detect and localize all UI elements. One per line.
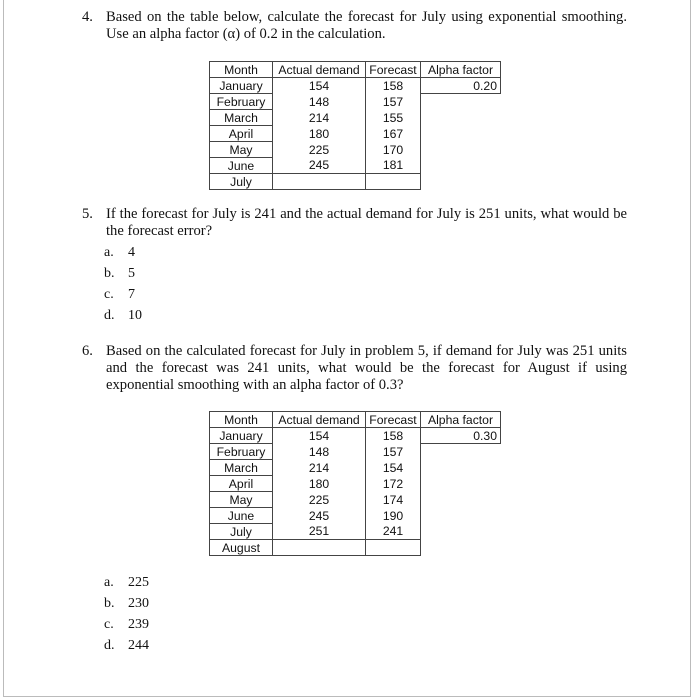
forecast-cell: 157 xyxy=(366,94,421,110)
options-q5 xyxy=(104,242,142,326)
forecast-cell: 170 xyxy=(366,142,421,158)
actual-demand-cell: 225 xyxy=(273,492,366,508)
option-letter: c. xyxy=(104,617,114,632)
actual-demand-cell: 148 xyxy=(273,444,366,460)
table-row xyxy=(210,444,501,460)
column-header: Forecast xyxy=(366,62,421,78)
forecast-cell: 241 xyxy=(366,524,421,540)
empty-cell xyxy=(421,444,501,460)
actual-demand-cell xyxy=(273,174,366,190)
answer-option xyxy=(104,242,142,263)
question-5 xyxy=(82,206,627,240)
table-row xyxy=(210,428,501,444)
answer-option xyxy=(104,593,149,614)
answer-option xyxy=(104,284,142,305)
month-cell: March xyxy=(210,110,273,126)
table-row xyxy=(210,110,501,126)
table-row xyxy=(210,476,501,492)
empty-cell xyxy=(421,476,501,492)
month-cell: June xyxy=(210,158,273,174)
answer-option xyxy=(104,614,149,635)
table-header-row xyxy=(210,412,501,428)
option-value: 5 xyxy=(128,266,135,281)
empty-cell xyxy=(421,492,501,508)
column-header: Month xyxy=(210,62,273,78)
month-cell: July xyxy=(210,174,273,190)
empty-cell xyxy=(421,508,501,524)
demand-table-q4 xyxy=(209,61,501,190)
alpha-factor-cell: 0.20 xyxy=(421,78,501,94)
empty-cell xyxy=(421,126,501,142)
forecast-cell: 190 xyxy=(366,508,421,524)
column-header: Alpha factor xyxy=(421,62,501,78)
table-header-row xyxy=(210,62,501,78)
actual-demand-cell: 225 xyxy=(273,142,366,158)
forecast-cell: 154 xyxy=(366,460,421,476)
question-number: 5. xyxy=(82,206,93,222)
table-row xyxy=(210,142,501,158)
question-text: If the forecast for July is 241 and the actual demand for July is 251 units, what would be the forecast error? xyxy=(106,206,627,239)
table-row xyxy=(210,508,501,524)
empty-cell xyxy=(421,460,501,476)
option-value: 230 xyxy=(128,596,149,611)
table-row xyxy=(210,540,501,556)
table-row xyxy=(210,126,501,142)
month-cell: February xyxy=(210,94,273,110)
month-cell: May xyxy=(210,142,273,158)
options-q6 xyxy=(104,572,149,656)
option-value: 7 xyxy=(128,287,135,302)
option-letter: d. xyxy=(104,308,115,323)
forecast-cell: 158 xyxy=(366,78,421,94)
empty-cell xyxy=(421,174,501,190)
actual-demand-cell: 214 xyxy=(273,110,366,126)
month-cell: July xyxy=(210,524,273,540)
column-header: Alpha factor xyxy=(421,412,501,428)
month-cell: May xyxy=(210,492,273,508)
actual-demand-cell: 154 xyxy=(273,78,366,94)
forecast-cell xyxy=(366,174,421,190)
column-header: Forecast xyxy=(366,412,421,428)
question-number: 6. xyxy=(82,343,93,359)
table-row xyxy=(210,158,501,174)
month-cell: January xyxy=(210,428,273,444)
forecast-cell xyxy=(366,540,421,556)
forecast-cell: 158 xyxy=(366,428,421,444)
month-cell: June xyxy=(210,508,273,524)
option-value: 239 xyxy=(128,617,149,632)
actual-demand-cell: 251 xyxy=(273,524,366,540)
actual-demand-cell: 154 xyxy=(273,428,366,444)
month-cell: March xyxy=(210,460,273,476)
actual-demand-cell: 180 xyxy=(273,476,366,492)
answer-option xyxy=(104,572,149,593)
forecast-cell: 157 xyxy=(366,444,421,460)
month-cell: January xyxy=(210,78,273,94)
table-row xyxy=(210,78,501,94)
table-row xyxy=(210,492,501,508)
empty-cell xyxy=(421,94,501,110)
actual-demand-cell: 245 xyxy=(273,508,366,524)
alpha-factor-cell: 0.30 xyxy=(421,428,501,444)
question-4 xyxy=(82,9,627,43)
option-letter: a. xyxy=(104,575,114,590)
question-text: Based on the calculated forecast for July in problem 5, if demand for July was 251 units and the forecast was 241 units, what would be the forecast for August if using exponential smoothing with an alpha factor of 0.3? xyxy=(106,343,627,393)
month-cell: February xyxy=(210,444,273,460)
forecast-cell: 167 xyxy=(366,126,421,142)
answer-option xyxy=(104,305,142,326)
table-row xyxy=(210,174,501,190)
table-row xyxy=(210,460,501,476)
column-header: Actual demand xyxy=(273,412,366,428)
actual-demand-cell: 148 xyxy=(273,94,366,110)
option-letter: d. xyxy=(104,638,115,653)
answer-option xyxy=(104,263,142,284)
month-cell: April xyxy=(210,476,273,492)
question-text: Based on the table below, calculate the forecast for July using exponential smoothing. Use an alpha factor (α) of 0.2 in the calculation. xyxy=(106,9,627,42)
table-row xyxy=(210,524,501,540)
empty-cell xyxy=(421,110,501,126)
empty-cell xyxy=(421,158,501,174)
option-letter: b. xyxy=(104,266,115,281)
option-letter: c. xyxy=(104,287,114,302)
month-cell: April xyxy=(210,126,273,142)
option-letter: b. xyxy=(104,596,115,611)
actual-demand-cell: 245 xyxy=(273,158,366,174)
empty-cell xyxy=(421,540,501,556)
actual-demand-cell: 180 xyxy=(273,126,366,142)
forecast-cell: 181 xyxy=(366,158,421,174)
question-number: 4. xyxy=(82,9,93,25)
actual-demand-cell xyxy=(273,540,366,556)
empty-cell xyxy=(421,524,501,540)
table-row xyxy=(210,94,501,110)
month-cell: August xyxy=(210,540,273,556)
question-6 xyxy=(82,343,627,394)
option-value: 10 xyxy=(128,308,142,323)
option-value: 225 xyxy=(128,575,149,590)
forecast-cell: 172 xyxy=(366,476,421,492)
forecast-cell: 174 xyxy=(366,492,421,508)
column-header: Actual demand xyxy=(273,62,366,78)
column-header: Month xyxy=(210,412,273,428)
forecast-cell: 155 xyxy=(366,110,421,126)
option-letter: a. xyxy=(104,245,114,260)
option-value: 244 xyxy=(128,638,149,653)
option-value: 4 xyxy=(128,245,135,260)
answer-option xyxy=(104,635,149,656)
demand-table-q6 xyxy=(209,411,501,556)
empty-cell xyxy=(421,142,501,158)
actual-demand-cell: 214 xyxy=(273,460,366,476)
